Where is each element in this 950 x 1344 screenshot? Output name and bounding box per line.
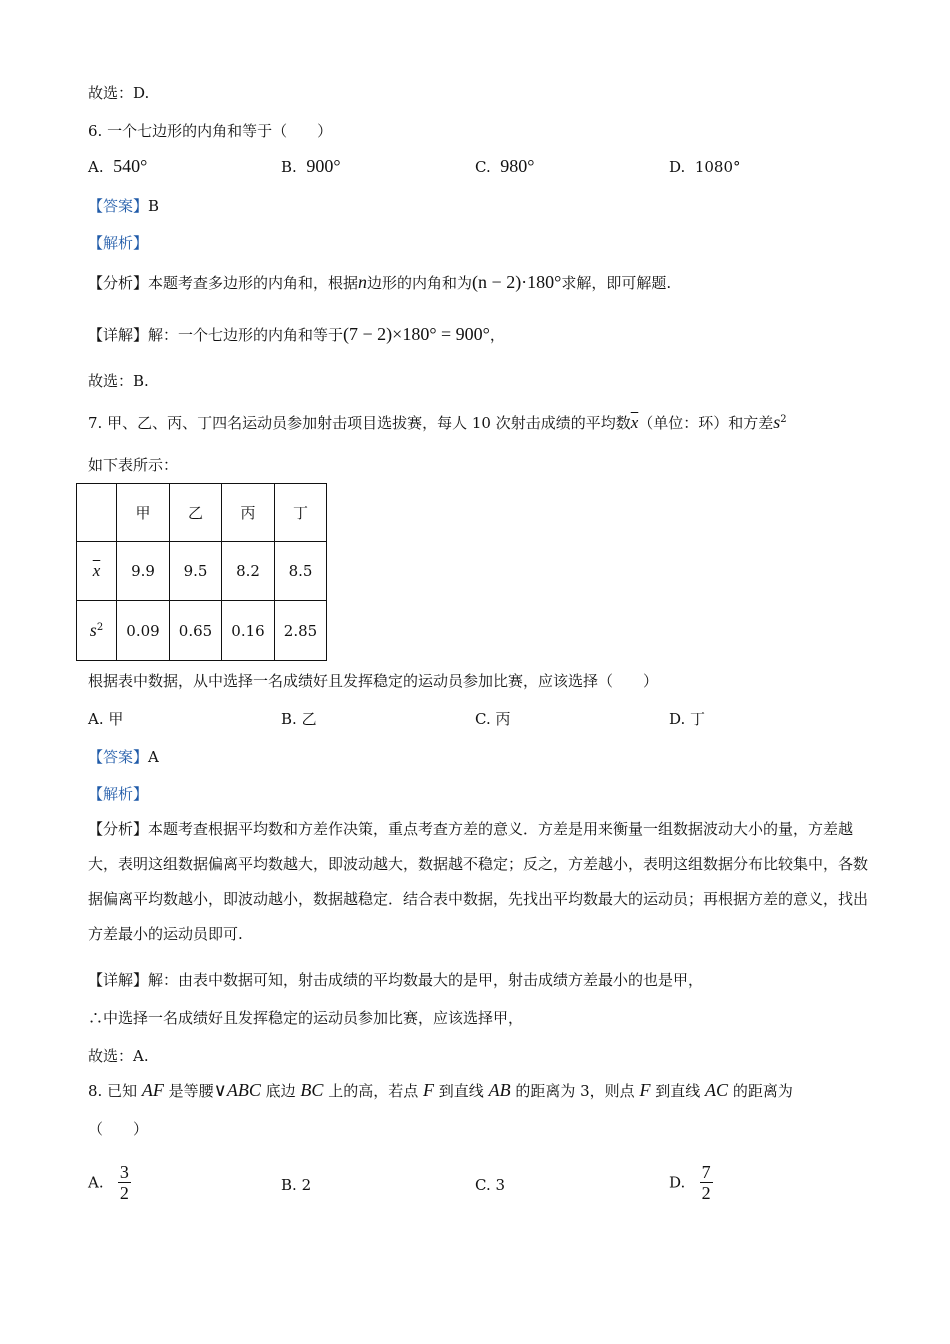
option-letter: A.	[88, 710, 104, 728]
option-value: 丁	[690, 710, 706, 728]
stem-text: 的距离为 3，则点	[515, 1082, 635, 1100]
option-letter: D.	[669, 710, 686, 728]
table-row-label	[77, 601, 117, 661]
q8-stem	[88, 1080, 793, 1101]
stem-text: 8. 已知	[88, 1082, 138, 1100]
q6-option-d	[669, 158, 741, 176]
q7-analysis-label: 【解析】	[88, 785, 149, 803]
fenxi-text: 边形的内角和为	[367, 274, 473, 292]
math-point: F	[639, 1080, 651, 1100]
option-value: 2	[301, 1176, 312, 1194]
math-s: s	[773, 412, 781, 432]
stem-text: 上的高，若点	[328, 1082, 419, 1100]
q7-fenxi	[88, 812, 868, 952]
stem-text: 到直线	[438, 1082, 484, 1100]
q6-option-a	[88, 156, 147, 177]
fraction-denominator: 2	[119, 1183, 129, 1203]
math-xbar: $\overline{x}$	[630, 413, 639, 432]
table-cell: 8.2	[222, 542, 275, 601]
xiangjie-text: 解：由表中数据可知，射击成绩的平均数最大的是甲，射击成绩方差最小的也是甲，	[148, 971, 704, 989]
table-header-cell: 丙	[222, 484, 275, 542]
fenxi-text: 求解，即可解题.	[561, 274, 672, 292]
option-value: 乙	[301, 710, 317, 728]
math-formula: (n − 2)·180°	[472, 272, 562, 292]
table-cell: 0.65	[170, 601, 222, 661]
option-value: 3	[495, 1176, 506, 1194]
fenxi-label: 【分析】	[88, 274, 149, 292]
q6-option-c	[475, 156, 534, 177]
q6-stem: 6. 一个七边形的内角和等于（ ）	[88, 122, 333, 140]
option-letter: B.	[281, 710, 297, 728]
math-formula: (7 − 2)×180° = 900°	[343, 324, 490, 344]
math-sup: 2	[780, 414, 787, 425]
stem-text: 的距离为	[732, 1082, 793, 1100]
option-value: 900°	[306, 156, 341, 176]
stem-text: 到直线	[655, 1082, 701, 1100]
math-s: s	[89, 620, 97, 640]
option-letter: C.	[475, 158, 491, 176]
table-row-variance	[77, 601, 327, 661]
q7-conclusion: 故选：A.	[88, 1047, 149, 1065]
q7-xiangjie	[88, 969, 703, 990]
answer-label: 【答案】	[88, 748, 149, 766]
math-segment: AC	[705, 1080, 729, 1100]
math-n: n	[358, 272, 368, 292]
table-header-cell	[77, 484, 117, 542]
math-triangle: ∨ABC	[213, 1080, 261, 1100]
q7-answer	[88, 746, 159, 767]
q6-conclusion: 故选：B.	[88, 372, 149, 390]
math-segment: AB	[488, 1080, 511, 1100]
q8-option-a	[88, 1162, 131, 1203]
fraction-numerator: 7	[701, 1162, 711, 1182]
option-letter: B.	[281, 158, 297, 176]
option-letter: A.	[88, 158, 104, 176]
q7-stem	[88, 412, 787, 433]
q5-conclusion: 故选：D.	[88, 84, 150, 102]
answer-label: 【答案】	[88, 197, 149, 215]
fraction-numerator: 3	[119, 1162, 129, 1182]
table-row-label	[77, 542, 117, 601]
fraction	[700, 1162, 713, 1203]
q6-option-b	[281, 156, 341, 177]
math-point: F	[423, 1080, 435, 1100]
table-cell: 9.5	[170, 542, 222, 601]
fraction	[118, 1162, 131, 1203]
answer-value: A	[148, 748, 159, 766]
option-value: 540°	[113, 156, 148, 176]
option-value: 丙	[495, 710, 511, 728]
stem-text: 底边	[265, 1082, 296, 1100]
q8-option-c	[475, 1176, 505, 1194]
answer-value: B	[148, 197, 160, 215]
q8-option-d	[669, 1162, 713, 1203]
fenxi-label: 【分析】	[88, 820, 149, 838]
q6-fenxi	[88, 272, 671, 293]
fraction-denominator: 2	[701, 1183, 711, 1203]
q8-paren: （ ）	[88, 1120, 149, 1138]
q7-question: 根据表中数据，从中选择一名成绩好且发挥稳定的运动员参加比赛，应该选择（ ）	[88, 672, 659, 690]
q7-option-d	[669, 708, 705, 729]
fenxi-text: 本题考查根据平均数和方差作决策，重点考查方差的意义．方差是用来衡量一组数据波动大小的量，方差越大，表明这组数据偏离平均数越大，即波动越大，数据越不稳定；反之，方差越小，表明这组数据分布比较集中，各数据偏离平均数越小，即波动越小，数据越稳定．结合表中数据，先找出平均数最大的运动员；再根据方差的意义，找出方差最小的运动员即可.	[88, 820, 869, 943]
stem-text: （单位：环）和方差	[638, 414, 774, 432]
math-xbar: $\overline{x}$	[92, 561, 101, 580]
q6-xiangjie	[88, 324, 505, 345]
table-header-cell: 丁	[275, 484, 327, 542]
q7-option-b	[281, 708, 317, 729]
xiangjie-text: 解：一个七边形的内角和等于	[148, 326, 344, 344]
q7-stem-cont: 如下表所示：	[88, 456, 179, 474]
q7-option-c	[475, 708, 511, 729]
option-letter: D.	[669, 158, 686, 176]
table-cell: 0.16	[222, 601, 275, 661]
option-letter: D.	[669, 1173, 686, 1192]
table-row-mean	[77, 542, 327, 601]
table-header-cell: 乙	[170, 484, 222, 542]
table-header-cell: 甲	[117, 484, 170, 542]
xiangjie-text: ，	[489, 326, 505, 344]
math-segment: BC	[300, 1080, 324, 1100]
q6-answer	[88, 195, 159, 216]
option-value: 甲	[108, 710, 124, 728]
option-letter: B.	[281, 1176, 297, 1194]
option-letter: C.	[475, 1176, 491, 1194]
table-cell: 0.09	[117, 601, 170, 661]
xiangjie-label: 【详解】	[88, 971, 149, 989]
math-sup: 2	[96, 622, 104, 633]
table-cell: 8.5	[275, 542, 327, 601]
q7-option-a	[88, 708, 123, 729]
stem-text: 7. 甲、乙、丙、丁四名运动员参加射击项目选拔赛，每人 10 次射击成绩的平均数	[88, 414, 631, 432]
stem-text: 是等腰	[168, 1082, 214, 1100]
q7-therefore: ∴中选择一名成绩好且发挥稳定的运动员参加比赛，应该选择甲，	[88, 1009, 524, 1027]
table-cell: 9.9	[117, 542, 170, 601]
option-letter: A.	[88, 1173, 104, 1192]
q6-analysis-label: 【解析】	[88, 234, 149, 252]
option-value: 1080°	[694, 158, 741, 176]
fenxi-text: 本题考查多边形的内角和，根据	[148, 274, 359, 292]
option-value: 980°	[500, 156, 535, 176]
q7-data-table	[76, 483, 327, 661]
table-header-row	[77, 484, 327, 542]
table-cell: 2.85	[275, 601, 327, 661]
math-segment: AF	[141, 1080, 164, 1100]
q8-option-b	[281, 1176, 311, 1194]
xiangjie-label: 【详解】	[88, 326, 149, 344]
option-letter: C.	[475, 710, 491, 728]
